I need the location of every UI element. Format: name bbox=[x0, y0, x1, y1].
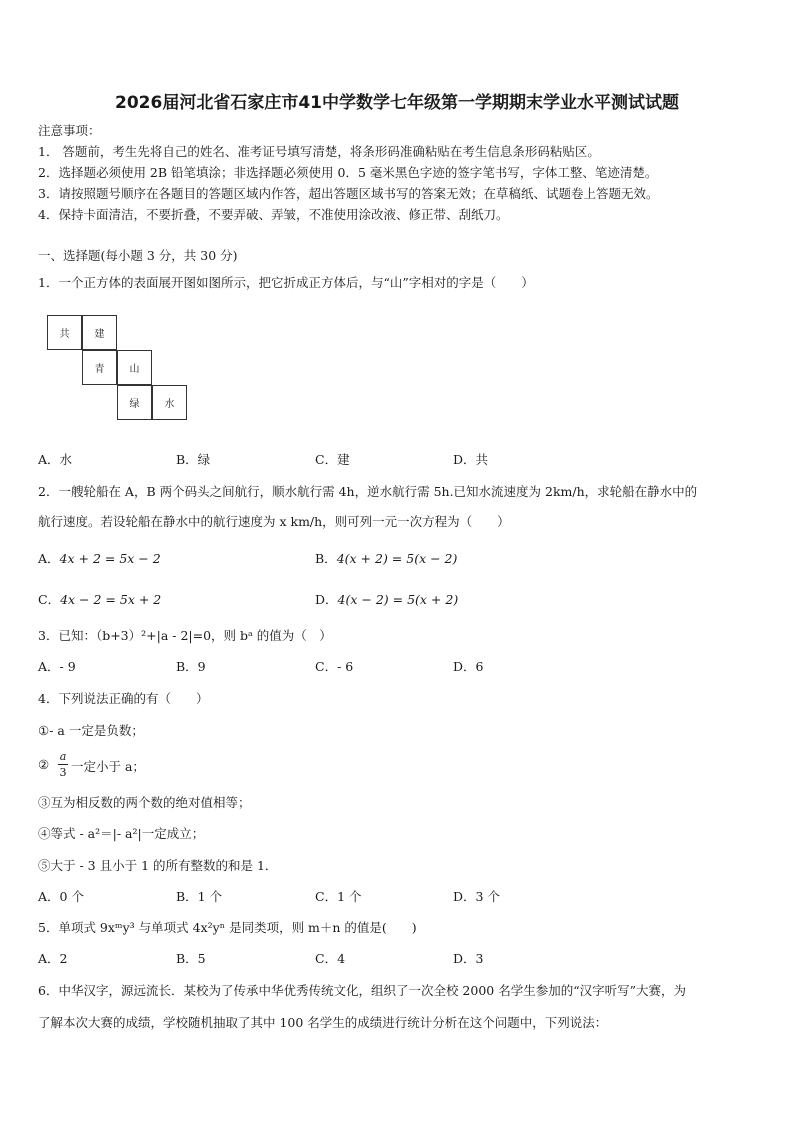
statement-1: ①- a 一定是负数； bbox=[38, 723, 144, 738]
net-cell: 共 bbox=[47, 315, 82, 350]
notice-item: 2．选择题必须使用 2B 铅笔填涂；非选择题必须使用 0．5 毫米黑色字迹的签字笔书写，字体工整、笔迹清楚。 bbox=[38, 165, 658, 180]
statement-3: ③互为相反数的两个数的绝对值相等； bbox=[38, 795, 251, 810]
question-3-stem: 3．已知：（b+3）²+|a - 2|=0，则 bᵃ 的值为（ ） bbox=[38, 628, 332, 643]
option-b: B．5 bbox=[176, 951, 206, 966]
option-label: A． bbox=[38, 551, 60, 566]
question-2-stem: 航行速度。若设轮船在静水中的航行速度为 x km/h，则可列一元一次方程为（ ） bbox=[38, 514, 510, 529]
notice-item: 3．请按照题号顺序在各题目的答题区域内作答，超出答题区域书写的答案无效；在草稿纸、试题卷上答题无效。 bbox=[38, 186, 659, 201]
option-a: A．- 9 bbox=[38, 659, 76, 674]
notice-item: 4．保持卡面清洁，不要折叠，不要弄破、弄皱，不准使用涂改液、修正带、刮纸刀。 bbox=[38, 207, 509, 222]
equation: 4(x + 2) = 5(x − 2) bbox=[336, 551, 458, 566]
cube-net-figure bbox=[47, 315, 192, 425]
option-label: C． bbox=[38, 592, 61, 607]
option-b: B．9 bbox=[176, 659, 206, 674]
option-c: C．- 6 bbox=[315, 659, 354, 674]
fraction-denominator: 3 bbox=[59, 766, 67, 779]
option-c: C．建 bbox=[315, 452, 350, 467]
option-b: B．绿 bbox=[176, 452, 211, 467]
page-title: 2026届河北省石家庄市41中学数学七年级第一学期期末学业水平测试试题 bbox=[115, 93, 679, 113]
net-cell: 绿 bbox=[117, 385, 152, 420]
statement-4: ④等式 - a²＝|- a²|一定成立； bbox=[38, 826, 205, 841]
equation: 4x − 2 = 5x + 2 bbox=[60, 592, 162, 607]
option-c: C．1 个 bbox=[315, 889, 362, 904]
question-2-stem: 2．一艘轮船在 A，B 两个码头之间航行，顺水航行需 4h，逆水航行需 5h.已知水流速度为 2km/h，求轮船在静水中的 bbox=[38, 484, 698, 499]
question-5-stem: 5．单项式 9xᵐy³ 与单项式 4x²yⁿ 是同类项，则 m＋n 的值是( ) bbox=[38, 920, 417, 935]
option-b: B．1 个 bbox=[176, 889, 223, 904]
option-a bbox=[38, 549, 161, 567]
notice-item: 1． 答题前，考生先将自己的姓名、准考证号填写清楚，将条形码准确粘贴在考生信息条形码粘贴区。 bbox=[38, 144, 600, 159]
net-cell: 青 bbox=[82, 350, 117, 385]
option-label: D． bbox=[315, 592, 338, 607]
section-heading: 一、选择题(每小题 3 分，共 30 分) bbox=[38, 248, 238, 263]
option-d: D．共 bbox=[453, 452, 489, 467]
net-cell: 水 bbox=[152, 385, 187, 420]
option-c: C．4 bbox=[315, 951, 346, 966]
option-d bbox=[315, 590, 458, 608]
option-label: B． bbox=[315, 551, 337, 566]
option-c bbox=[38, 590, 161, 608]
option-a: A．2 bbox=[38, 951, 68, 966]
net-cell: 山 bbox=[117, 350, 152, 385]
question-1-stem: 1．一个正方体的表面展开图如图所示，把它折成正方体后，与“山”字相对的字是（ ） bbox=[38, 275, 534, 290]
question-6-stem: 了解本次大赛的成绩，学校随机抽取了其中 100 名学生的成绩进行统计分析在这个问题中，下列说法： bbox=[38, 1015, 608, 1030]
option-d: D．6 bbox=[453, 659, 484, 674]
option-d: D．3 bbox=[453, 951, 484, 966]
option-a: A．水 bbox=[38, 452, 73, 467]
net-cell: 建 bbox=[82, 315, 117, 350]
option-b bbox=[315, 549, 457, 567]
fraction-numerator: a bbox=[59, 750, 67, 763]
question-6-stem: 6．中华汉字，源远流长．某校为了传承中华优秀传统文化，组织了一次全校 2000 名学生参加的“汉字听写”大赛，为 bbox=[38, 983, 686, 998]
equation: 4(x − 2) = 5(x + 2) bbox=[337, 592, 459, 607]
statement-2-text: 一定小于 a； bbox=[71, 759, 145, 774]
option-a: A．0 个 bbox=[38, 889, 84, 904]
option-d: D．3 个 bbox=[453, 889, 500, 904]
statement-2-label: ② bbox=[38, 757, 50, 772]
notice-heading: 注意事项： bbox=[38, 123, 101, 138]
fraction-a-over-3 bbox=[58, 750, 68, 779]
question-4-stem: 4．下列说法正确的有（ ） bbox=[38, 691, 209, 706]
equation: 4x + 2 = 5x − 2 bbox=[59, 551, 161, 566]
statement-5: ⑤大于 - 3 且小于 1 的所有整数的和是 1． bbox=[38, 858, 278, 873]
fraction-bar bbox=[58, 764, 68, 765]
